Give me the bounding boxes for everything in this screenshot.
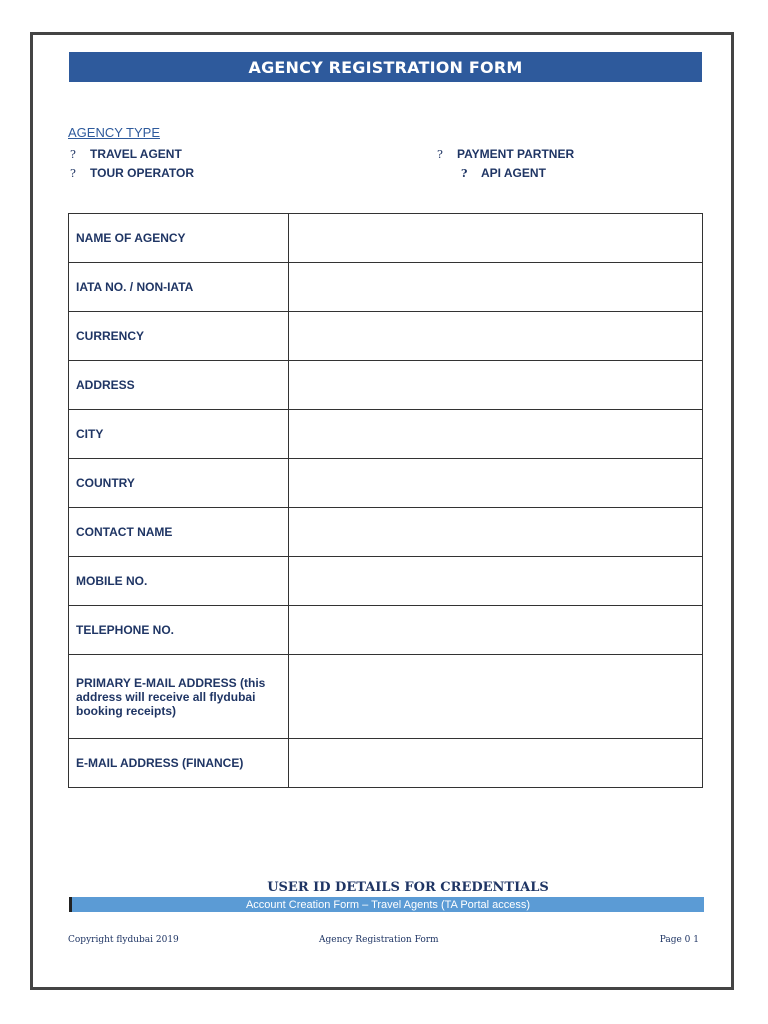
footer-page-number: Page 0 1 [659,935,699,945]
form-title: AGENCY REGISTRATION FORM [248,57,523,77]
field-label: PRIMARY E-MAIL ADDRESS (this address will receive all flydubai booking receipts) [69,655,289,739]
field-label: CITY [69,410,289,459]
table-row [69,312,703,361]
field-label: NAME OF AGENCY [69,214,289,263]
table-row [69,263,703,312]
option-label: TOUR OPERATOR [90,166,195,180]
telephone-field[interactable] [289,606,703,655]
field-label: CURRENCY [69,312,289,361]
table-row [69,508,703,557]
field-label: E-MAIL ADDRESS (FINANCE) [69,739,289,788]
city-field[interactable] [289,410,703,459]
registration-fields-table [68,213,703,788]
account-creation-bar [69,897,704,912]
document-page [30,32,734,990]
option-travel-agent[interactable] [70,147,182,161]
field-label: TELEPHONE NO. [69,606,289,655]
option-label: PAYMENT PARTNER [457,147,575,161]
primary-email-field[interactable] [289,655,703,739]
option-tour-operator[interactable] [70,166,194,180]
account-creation-text: Account Creation Form – Travel Agents (TA Portal access) [245,898,531,911]
option-api-agent[interactable] [461,166,546,180]
footer-form-name: Agency Registration Form [319,935,439,945]
agency-type-heading: AGENCY TYPE [68,125,160,140]
field-label: MOBILE NO. [69,557,289,606]
table-row [69,557,703,606]
table-row [69,459,703,508]
option-payment-partner[interactable] [437,147,574,161]
country-field[interactable] [289,459,703,508]
field-label: COUNTRY [69,459,289,508]
field-label: IATA NO. / NON-IATA [69,263,289,312]
name-of-agency-field[interactable] [289,214,703,263]
currency-field[interactable] [289,312,703,361]
finance-email-field[interactable] [289,739,703,788]
footer-copyright: Copyright flydubai 2019 [68,935,179,945]
checkbox-placeholder-icon[interactable]: ? [70,147,76,161]
iata-field[interactable] [289,263,703,312]
table-row [69,655,703,739]
table-row [69,214,703,263]
contact-name-field[interactable] [289,508,703,557]
table-row [69,739,703,788]
checkbox-placeholder-icon[interactable]: ? [461,166,468,180]
option-label: TRAVEL AGENT [90,147,182,161]
option-label: API AGENT [481,166,546,180]
mobile-field[interactable] [289,557,703,606]
address-field[interactable] [289,361,703,410]
table-row [69,361,703,410]
user-id-heading: USER ID DETAILS FOR CREDENTIALS [267,880,549,895]
field-label: ADDRESS [69,361,289,410]
checkbox-placeholder-icon[interactable]: ? [437,147,443,161]
table-row [69,410,703,459]
table-row [69,606,703,655]
form-title-bar [69,52,702,82]
checkbox-placeholder-icon[interactable]: ? [70,166,76,180]
field-label: CONTACT NAME [69,508,289,557]
